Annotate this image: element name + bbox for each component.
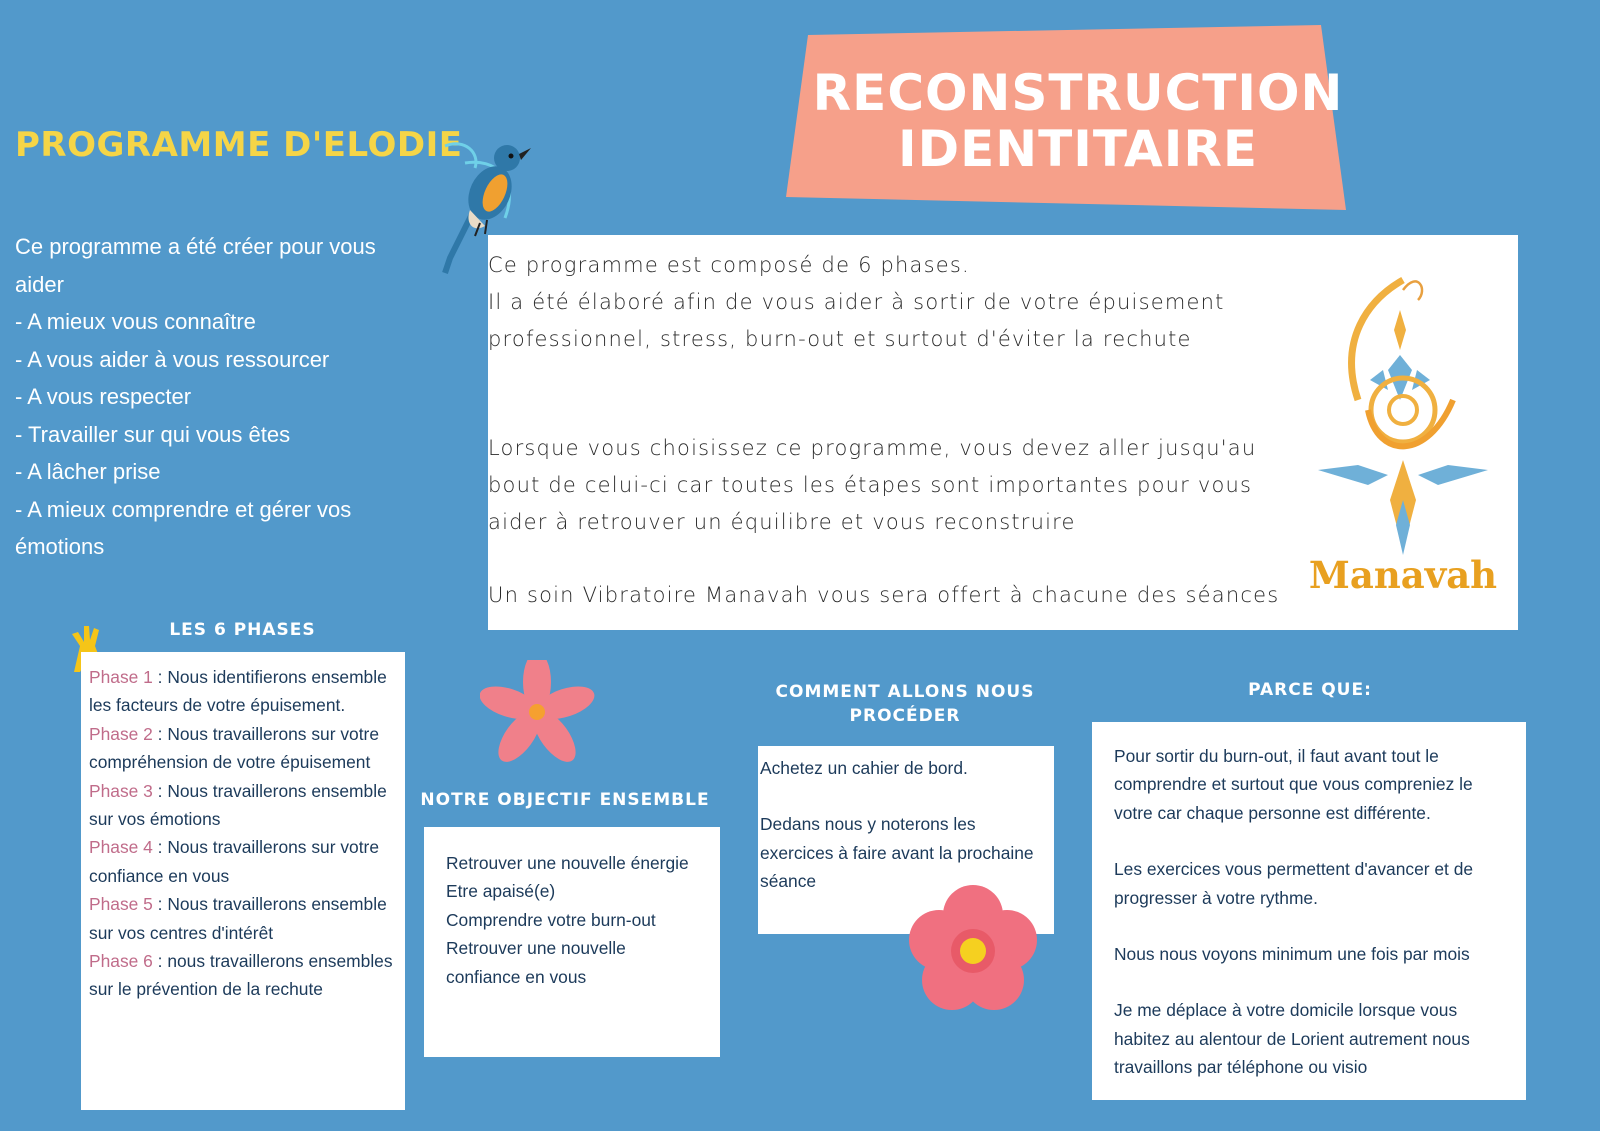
- phase-item: [89, 890, 397, 947]
- lily-flower-icon: [480, 660, 595, 770]
- phase-item: [89, 833, 397, 890]
- title-line-1: RECONSTRUCTION: [812, 64, 1344, 122]
- intro-line: - Travailler sur qui vous êtes: [15, 421, 291, 447]
- why-paragraph-3: Nous nous voyons minimum une fois par mois: [1114, 944, 1470, 965]
- main-paragraph-1-line-2: Il a été élaboré afin de vous aider à sortir de votre épuisement professionnel, stress, burn-out et surtout d'éviter la rechute: [488, 290, 1225, 351]
- intro-line: - A mieux vous connaître: [15, 309, 256, 334]
- how-heading: COMMENT ALLONS NOUS PROCÉDER: [775, 682, 1035, 726]
- objective-card: [424, 827, 720, 1057]
- phase-text: : Nous travaillerons ensemble sur vos centres d'intérêt: [89, 894, 387, 943]
- intro-line: Ce programme a été créer pour vous aider: [15, 234, 376, 297]
- phase-item: [89, 777, 397, 834]
- why-heading: PARCE QUE:: [1248, 680, 1372, 700]
- how-paragraph-2: Dedans nous y noterons les exercices à faire avant la prochaine séance: [760, 814, 1034, 892]
- phase-text: : nous travaillerons ensembles sur le prévention de la rechute: [89, 951, 393, 1000]
- why-paragraph-2: Les exercices vous permettent d'avancer et de progresser à votre rythme.: [1114, 859, 1474, 908]
- flower-icon: [902, 880, 1044, 1022]
- why-paragraph-4: Je me déplace à votre domicile lorsque vous habitez au alentour de Lorient autrement nous travaillons par téléphone ou visio: [1114, 1000, 1470, 1078]
- manavah-logo-icon: [1308, 260, 1498, 600]
- phase-item: [89, 947, 397, 1004]
- page-title: [786, 65, 1370, 177]
- phase-text: : Nous travaillerons sur votre compréhension de votre épuisement: [89, 723, 379, 773]
- main-description-box: [488, 235, 1518, 630]
- phases-heading: LES 6 PHASES: [169, 620, 316, 640]
- how-paragraph-1: Achetez un cahier de bord.: [760, 758, 968, 778]
- objective-line: Etre apaisé(e): [446, 881, 556, 902]
- phase-label: Phase 2: [89, 723, 153, 744]
- phase-item: [89, 720, 397, 777]
- phase-item: [89, 663, 397, 720]
- phase-label: Phase 3: [89, 780, 153, 801]
- phase-text: : Nous travaillerons sur votre confiance en vous: [89, 837, 379, 886]
- phase-label: Phase 1: [89, 667, 153, 687]
- objective-heading: NOTRE OBJECTIF ENSEMBLE: [420, 790, 710, 810]
- phase-text: : Nous identifierons ensemble les facteurs de votre épuisement.: [89, 667, 387, 716]
- main-paragraph-2: Lorsque vous choisissez ce programme, vous devez aller jusqu'au bout de celui-ci car toutes les étapes sont importantes pour vous aider à retrouver un équilibre et vous reconstruire: [488, 436, 1257, 534]
- phase-label: Phase 5: [89, 894, 158, 915]
- logo-text: Manavah: [1308, 553, 1498, 597]
- objective-line: Comprendre votre burn-out: [446, 909, 656, 930]
- intro-line: - A mieux comprendre et gérer vos émotions: [15, 496, 352, 559]
- phases-card: [81, 652, 405, 1110]
- phase-text: : Nous travaillerons ensemble sur vos émotions: [89, 780, 387, 830]
- phase-label: Phase 6: [89, 951, 153, 972]
- phase-label: Phase 4: [89, 837, 153, 858]
- main-paragraph-3: Un soin Vibratoire Manavah vous sera offert à chacune des séances: [488, 583, 1280, 607]
- intro-line: - A lâcher prise: [15, 459, 161, 484]
- title-banner: [786, 25, 1370, 215]
- program-title: PROGRAMME D'ELODIE: [15, 125, 463, 165]
- intro-line: - A vous respecter: [15, 384, 192, 409]
- objective-line: Retrouver une nouvelle confiance en vous: [446, 938, 626, 987]
- why-paragraph-1: Pour sortir du burn-out, il faut avant tout le comprendre et surtout que vous compreniez le votre car chaque personne est différente.: [1114, 746, 1473, 823]
- intro-list: [15, 228, 425, 566]
- title-line-2: IDENTITAIRE: [898, 120, 1258, 178]
- intro-line: - A vous aider à vous ressourcer: [15, 346, 330, 372]
- why-card: [1092, 722, 1526, 1100]
- main-paragraph-1: [488, 247, 1288, 358]
- objective-line: Retrouver une nouvelle énergie: [446, 853, 689, 873]
- main-paragraph-1-line-1: Ce programme est composé de 6 phases.: [488, 253, 970, 277]
